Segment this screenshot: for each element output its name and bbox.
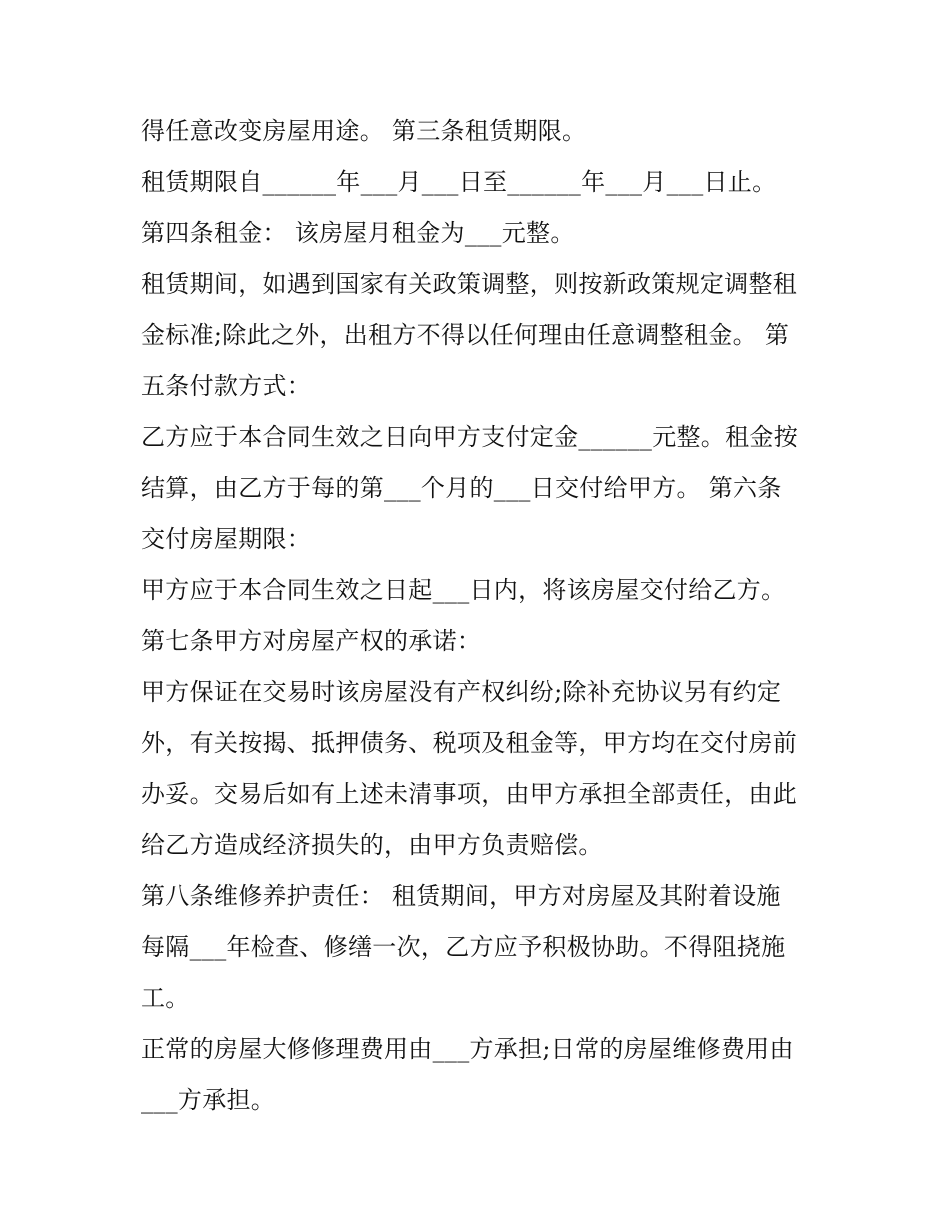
text-line: 金标准;除此之外，出租方不得以任何理由任意调整租金。 第: [141, 321, 790, 349]
text-line: 交付房屋期限：: [141, 525, 312, 553]
text-line: 租赁期限自______年___月___日至______年___月___日止。: [141, 168, 777, 196]
text-line: 租赁期间，如遇到国家有关政策调整，则按新政策规定调整租: [141, 270, 798, 298]
text-line: 乙方应于本合同生效之日向甲方支付定金______元整。租金按: [141, 423, 798, 451]
text-line: ___方承担。: [141, 1086, 276, 1114]
text-line: 甲方应于本合同生效之日起___日内，将该房屋交付给乙方。: [141, 576, 786, 604]
text-line: 第四条租金： 该房屋月租金为___元整。: [141, 219, 575, 247]
text-line: 每隔___年检查、修缮一次，乙方应予积极协助。不得阻挠施: [141, 933, 786, 961]
text-line: 工。: [141, 984, 190, 1012]
document-body: [141, 106, 821, 1126]
text-line: 五条付款方式：: [141, 372, 312, 400]
text-line: 第七条甲方对房屋产权的承诺：: [141, 627, 482, 655]
text-line: 得任意改变房屋用途。 第三条租赁期限。: [141, 117, 587, 145]
text-line: 第八条维修养护责任： 租赁期间，甲方对房屋及其附着设施: [141, 882, 781, 910]
text-line: 正常的房屋大修修理费用由___方承担;日常的房屋维修费用由: [141, 1035, 794, 1063]
text-line: 外，有关按揭、抵押债务、税项及租金等，甲方均在交付房前: [141, 729, 798, 757]
text-line: 甲方保证在交易时该房屋没有产权纠纷;除补充协议另有约定: [141, 678, 782, 706]
text-line: 办妥。交易后如有上述未清事项，由甲方承担全部责任，由此: [141, 780, 798, 808]
text-line: 结算，由乙方于每的第___个月的___日交付给甲方。 第六条: [141, 474, 782, 502]
text-line: 给乙方造成经济损失的，由甲方负责赔偿。: [141, 831, 603, 859]
